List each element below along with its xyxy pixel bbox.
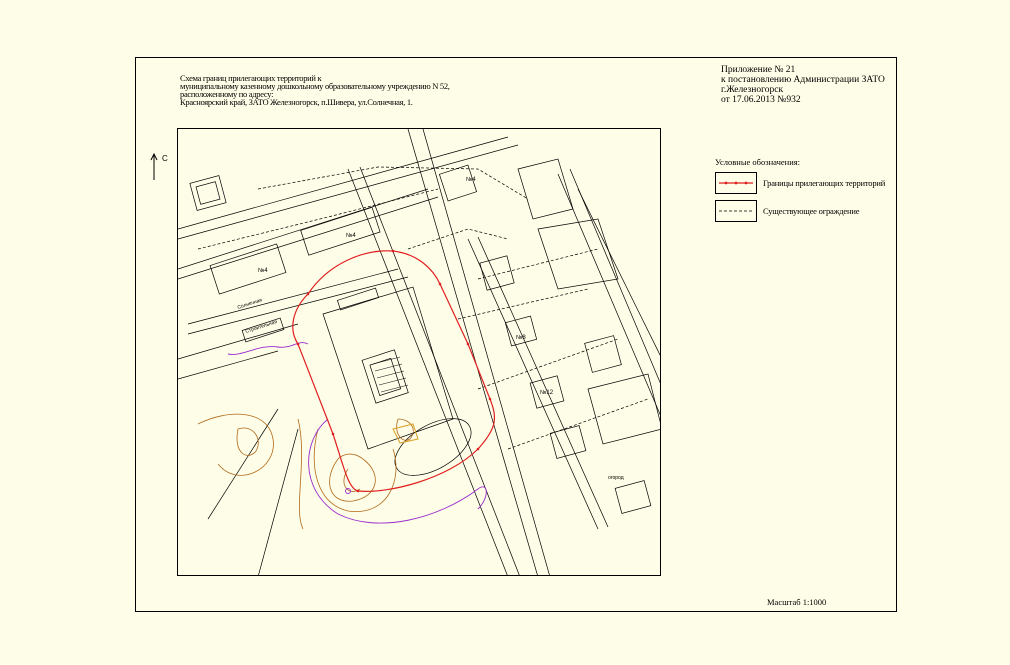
appendix-line-3: г.Железногорск <box>721 85 784 95</box>
label-street-2: Солнечная <box>236 297 263 311</box>
label-street-1: Строительная <box>244 319 278 335</box>
label-garden: огород <box>608 475 624 481</box>
legend-label-fence: Существующее ограждение <box>763 206 860 216</box>
north-arrow-icon <box>149 152 161 182</box>
fence-line-icon <box>716 201 756 221</box>
label-house-8: №8 <box>516 335 526 341</box>
scheme-title <box>180 74 500 106</box>
title-line-3: расположенному по адресу: <box>180 89 274 99</box>
label-house-12: №12 <box>540 390 554 396</box>
boundary-line-icon <box>716 173 756 193</box>
legend-swatch-fence <box>715 200 757 222</box>
appendix-line-2: к постановлению Администрации ЗАТО <box>721 75 885 85</box>
label-house-4b: №4 <box>346 233 356 239</box>
label-house-4a: №4 <box>258 268 268 274</box>
appendix-line-4: от 17.06.2013 №932 <box>721 95 801 105</box>
legend-title: Условные обозначения: <box>715 157 801 167</box>
legend-label-boundary: Границы прилегающих территорий <box>763 178 886 188</box>
site-plan-map <box>177 128 661 576</box>
north-label: С <box>162 154 168 163</box>
appendix-line-1: Приложение № 21 <box>721 65 796 75</box>
title-line-4: Красноярский край, ЗАТО Железногорск, п.Шивера, ул.Солнечная, 1. <box>180 97 413 107</box>
title-line-2: муниципальному казенному дошкольному образовательному учреждению N 52, <box>180 81 450 91</box>
title-line-1: Схема границ прилегающих территорий к <box>180 73 322 83</box>
site-plan-drawing <box>178 129 661 576</box>
north-arrow <box>149 152 169 182</box>
scale-label: Масштаб 1:1000 <box>767 597 827 607</box>
legend-swatch-boundary <box>715 172 757 194</box>
label-house-4c: №4 <box>466 177 476 183</box>
appendix-block <box>721 65 885 105</box>
